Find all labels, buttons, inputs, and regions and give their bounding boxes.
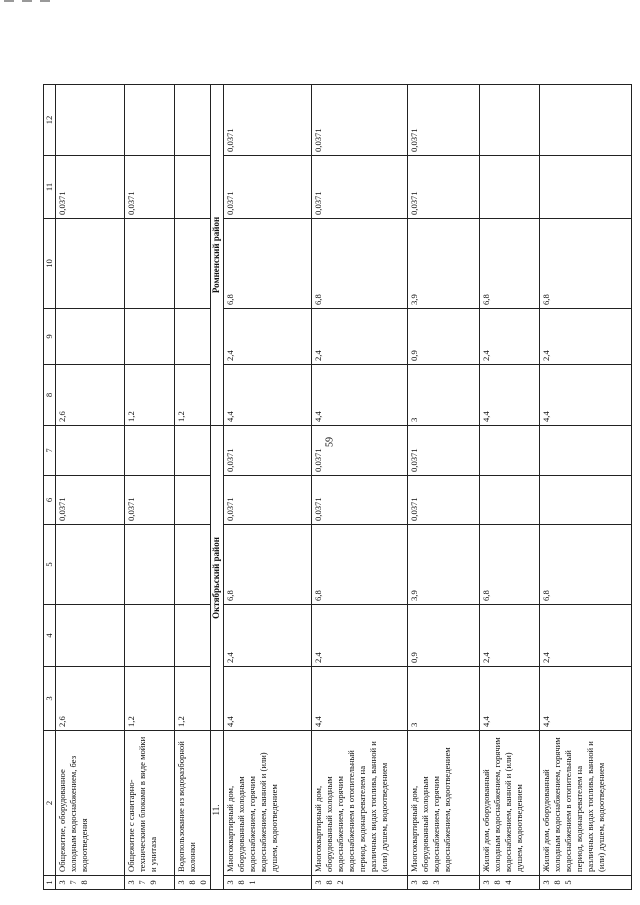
row-value-c10: [56, 219, 125, 309]
row-value-c11: [175, 156, 211, 219]
row-value-c6: 0,0371: [125, 476, 175, 525]
row-value-c12: [479, 85, 539, 156]
district-label-right: Ромненский район: [211, 85, 224, 426]
row-value-c6: [539, 476, 631, 525]
row-value-c12: 0,0371: [223, 85, 311, 156]
row-value-c10: 6,8: [223, 219, 311, 309]
row-value-c7: 0,0371: [311, 426, 407, 476]
header-row: [44, 85, 56, 890]
row-value-c8: 1,2: [125, 365, 175, 426]
row-value-c11: 0,0371: [56, 156, 125, 219]
row-description: Многоквартирный дом, оборудованный холодным водоснабжением, горячим водоснабжением, ванной и (или) душем, водоотведением: [223, 731, 311, 876]
row-value-c4: 2,4: [311, 605, 407, 667]
row-value-c9: [175, 309, 211, 365]
scan-mark: [22, 0, 32, 2]
row-value-c10: [125, 219, 175, 309]
row-number: 382: [311, 876, 407, 890]
row-value-c5: [125, 525, 175, 605]
row-value-c11: 0,0371: [311, 156, 407, 219]
row-description: Многоквартирный дом, оборудованный холодным водоснабжением, горячим водоснабжением в отопительный период, водонагревателем на различных видах топлива, ванной и (или) душем, водоотведением: [311, 731, 407, 876]
row-value-c4: 2,4: [223, 605, 311, 667]
row-value-c8: 4,4: [311, 365, 407, 426]
row-value-c11: 0,0371: [223, 156, 311, 219]
row-value-c6: 0,0371: [56, 476, 125, 525]
column-number: 2: [44, 731, 56, 876]
row-value-c6: 0,0371: [223, 476, 311, 525]
row-value-c4: [125, 605, 175, 667]
row-value-c3: 1,2: [125, 667, 175, 731]
row-number: 383: [407, 876, 479, 890]
table-row: [56, 85, 125, 890]
page-number: 59: [324, 437, 336, 447]
row-value-c8: 2,6: [56, 365, 125, 426]
row-value-c7: [479, 426, 539, 476]
row-value-c12: [125, 85, 175, 156]
row-value-c6: 0,0371: [311, 476, 407, 525]
section-row: [211, 85, 224, 890]
row-value-c4: [56, 605, 125, 667]
row-value-c5: [175, 525, 211, 605]
row-value-c3: 3: [407, 667, 479, 731]
row-value-c11: 0,0371: [407, 156, 479, 219]
column-number: 7: [44, 426, 56, 476]
row-value-c7: [56, 426, 125, 476]
row-value-c11: [539, 156, 631, 219]
row-number: 379: [125, 876, 175, 890]
row-value-c7: 0,0371: [223, 426, 311, 476]
row-value-c9: 2,4: [223, 309, 311, 365]
row-number: 385: [539, 876, 631, 890]
row-value-c7: [175, 426, 211, 476]
column-number: 12: [44, 85, 56, 156]
row-value-c8: 4,4: [223, 365, 311, 426]
table-row: [539, 85, 631, 890]
row-value-c12: 0,0371: [407, 85, 479, 156]
row-value-c12: [175, 85, 211, 156]
row-value-c9: 0,9: [407, 309, 479, 365]
row-value-c11: 0,0371: [125, 156, 175, 219]
rotated-table-wrapper: [43, 85, 620, 890]
row-value-c7: [539, 426, 631, 476]
column-number: 6: [44, 476, 56, 525]
row-value-c9: [125, 309, 175, 365]
row-number: 378: [56, 876, 125, 890]
row-value-c8: 4,4: [479, 365, 539, 426]
row-value-c9: 2,4: [539, 309, 631, 365]
table-row: [311, 85, 407, 890]
row-value-c11: [479, 156, 539, 219]
row-value-c5: [56, 525, 125, 605]
row-value-c6: 0,0371: [407, 476, 479, 525]
row-value-c7: [125, 426, 175, 476]
scan-mark: [4, 0, 14, 2]
row-value-c8: 4,4: [539, 365, 631, 426]
row-value-c12: [56, 85, 125, 156]
row-value-c5: 3,9: [407, 525, 479, 605]
row-value-c12: [539, 85, 631, 156]
row-value-c6: [479, 476, 539, 525]
row-value-c9: [56, 309, 125, 365]
row-description: Водопользование из водоразборной колонки: [175, 731, 211, 876]
row-value-c9: 2,4: [311, 309, 407, 365]
column-number: 9: [44, 309, 56, 365]
row-value-c12: 0,0371: [311, 85, 407, 156]
row-value-c4: [175, 605, 211, 667]
row-number: 381: [223, 876, 311, 890]
row-value-c6: [175, 476, 211, 525]
column-number: 8: [44, 365, 56, 426]
row-value-c5: 6,8: [539, 525, 631, 605]
row-value-c7: 0,0371: [407, 426, 479, 476]
table-row: [407, 85, 479, 890]
row-value-c3: 4,4: [539, 667, 631, 731]
row-value-c4: 2,4: [479, 605, 539, 667]
row-value-c10: [175, 219, 211, 309]
row-value-c8: 1,2: [175, 365, 211, 426]
section-label: 11.: [211, 731, 224, 890]
row-number: 380: [175, 876, 211, 890]
column-number: 5: [44, 525, 56, 605]
row-value-c4: 2,4: [539, 605, 631, 667]
row-value-c3: 2,6: [56, 667, 125, 731]
table-row: [223, 85, 311, 890]
row-value-c10: 6,8: [539, 219, 631, 309]
scan-mark: [40, 0, 50, 2]
column-number: 10: [44, 219, 56, 309]
row-value-c3: 4,4: [223, 667, 311, 731]
row-value-c3: 1,2: [175, 667, 211, 731]
district-label-left: Октябрьский район: [211, 426, 224, 731]
row-number: 384: [479, 876, 539, 890]
row-description: Общежитие, оборудованное холодным водоснабжением, без водоотведения: [56, 731, 125, 876]
tariff-table: [43, 84, 632, 890]
row-description: Жилой дом, оборудованный холодным водоснабжением, горячим водоснабжением, ванной и (или) душем, водоотведением: [479, 731, 539, 876]
row-value-c9: 2,4: [479, 309, 539, 365]
column-number: 3: [44, 667, 56, 731]
column-number: 4: [44, 605, 56, 667]
row-value-c10: 6,8: [311, 219, 407, 309]
row-value-c4: 0,9: [407, 605, 479, 667]
row-value-c5: 6,8: [479, 525, 539, 605]
row-value-c3: 4,4: [479, 667, 539, 731]
row-value-c3: 4,4: [311, 667, 407, 731]
column-number: 1: [44, 876, 56, 890]
row-value-c5: 6,8: [311, 525, 407, 605]
row-description: Многоквартирный дом, оборудованный холодным водоснабжением, горячим водоснабжением, водоотведением: [407, 731, 479, 876]
table-row: [175, 85, 211, 890]
row-value-c5: 6,8: [223, 525, 311, 605]
row-value-c10: 3,9: [407, 219, 479, 309]
table-row: [479, 85, 539, 890]
row-value-c8: 3: [407, 365, 479, 426]
table-row: [125, 85, 175, 890]
row-description: Общежитие с санитарно-техническими блоками в виде мойки и унитаза: [125, 731, 175, 876]
row-description: Жилой дом, оборудованный холодным водоснабжением, горячим водоснабжением в отопительный период, водонагревателем на различных видах топлива, ванной и (или) душем, водоотведением: [539, 731, 631, 876]
row-value-c10: 6,8: [479, 219, 539, 309]
column-number: 11: [44, 156, 56, 219]
